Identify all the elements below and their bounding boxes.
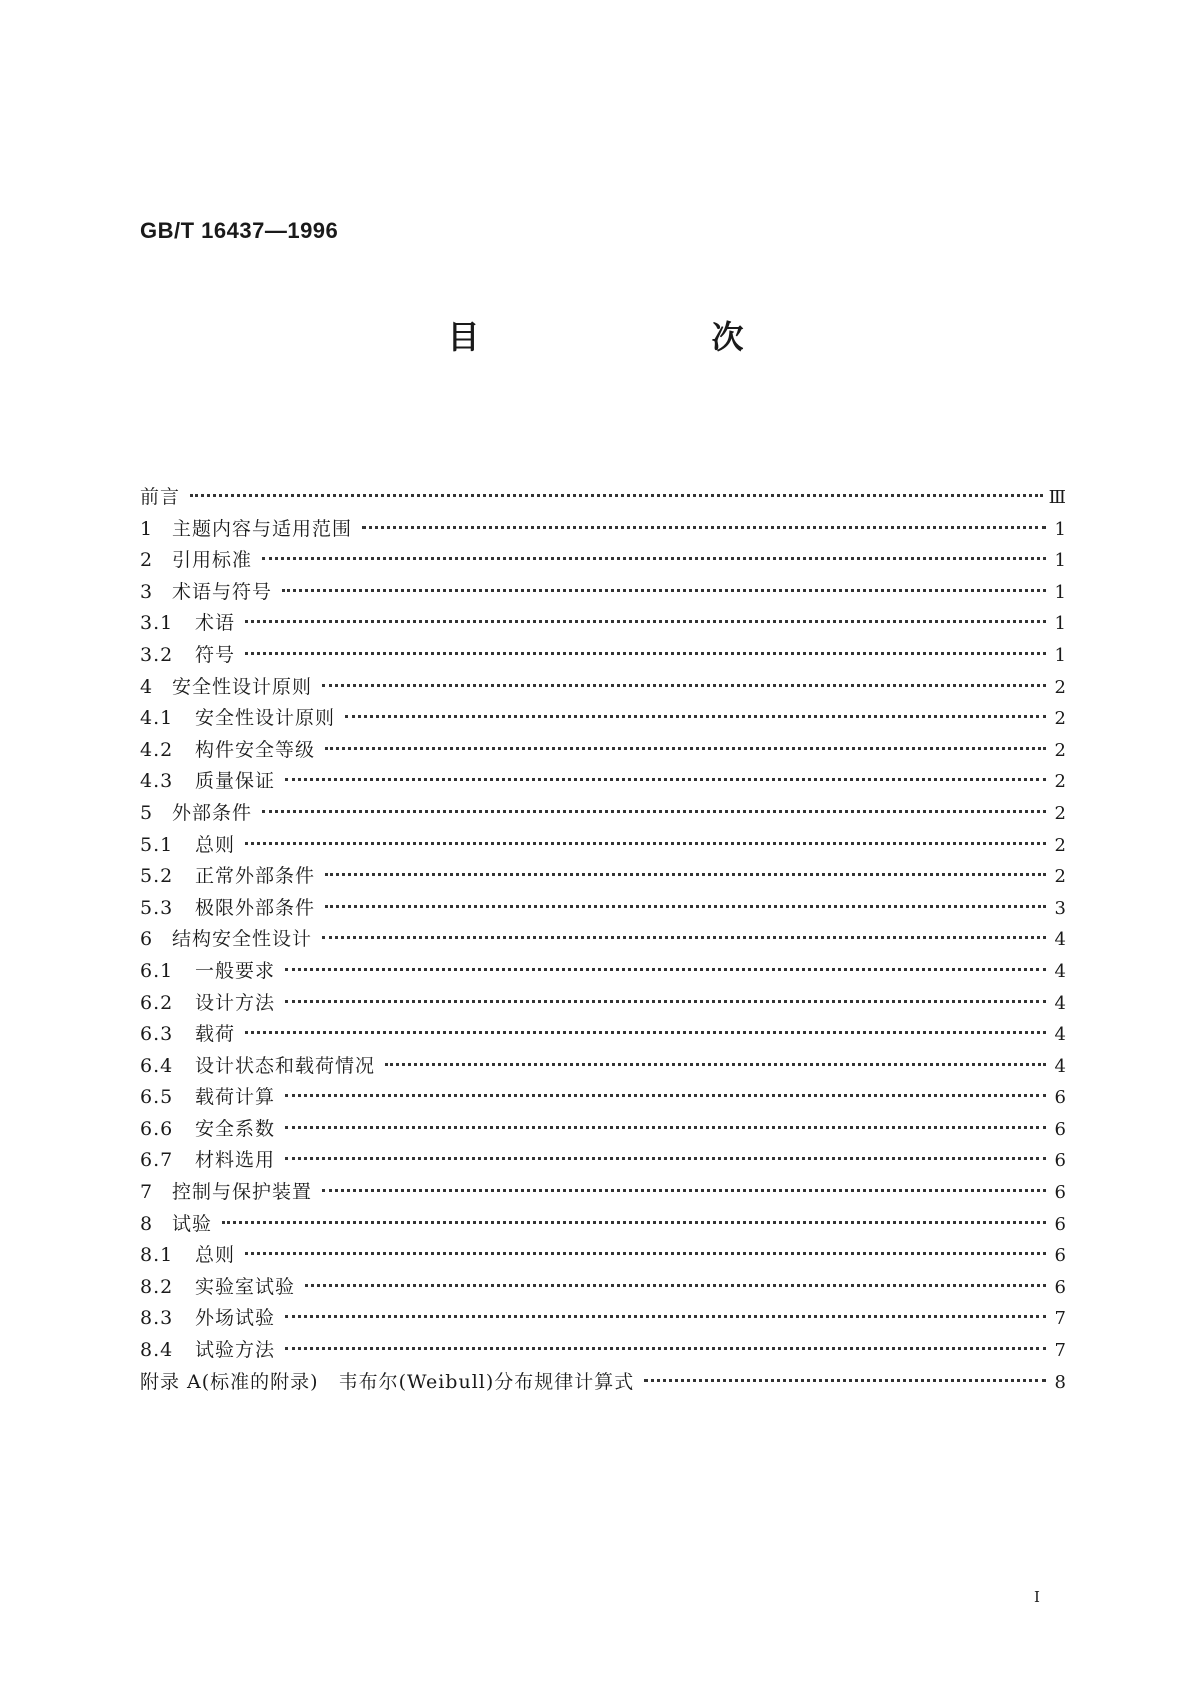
page-number: I [1034,1588,1040,1606]
toc-entry-page: 1 [1054,518,1066,540]
toc-entry-label: 外部条件 [172,801,253,824]
toc-entry-label: 主题内容与适用范围 [172,517,353,540]
toc-entry-page: 6 [1054,1245,1066,1267]
toc-entry[interactable] [140,1019,1066,1051]
toc-entry-page: 2 [1054,739,1066,761]
standard-code: GB/T 16437—1996 [140,218,339,243]
toc-entry-page: 4 [1054,1055,1066,1077]
toc-entry-number: 4.2 [140,738,174,761]
toc-entry-number: 3.1 [140,612,174,635]
toc-entry-label: 载荷计算 [195,1086,276,1109]
toc-entry[interactable] [140,1272,1066,1304]
toc-entry-number: 6.3 [140,1023,174,1046]
toc-entry[interactable] [140,608,1066,640]
toc-entry-label: 前言 [140,486,181,508]
toc-entry-page: 2 [1054,771,1066,793]
toc-entry-page: 2 [1054,676,1066,698]
toc-leader-dots [385,1063,1046,1066]
toc-entry-page: 6 [1054,1150,1066,1172]
toc-entry-number: 8.4 [140,1339,174,1362]
toc-leader-dots [322,1189,1046,1192]
toc-entry[interactable] [140,514,1066,546]
toc-entry[interactable] [140,988,1066,1020]
toc-entry[interactable] [140,735,1066,767]
toc-leader-dots [325,905,1046,908]
toc-entry[interactable] [140,1145,1066,1177]
toc-leader-dots [305,1284,1046,1287]
toc-leader-dots [322,684,1046,687]
toc-entry-label: 符号 [195,643,236,666]
toc-entry[interactable] [140,1082,1066,1114]
toc-entry-number: 7 [140,1181,154,1204]
toc-entry-label: 载荷 [195,1023,236,1046]
toc-entry-page: 6 [1054,1182,1066,1204]
toc-leader-dots [190,494,1043,497]
toc-entry-page: 4 [1054,929,1066,951]
toc-entry[interactable] [140,1335,1066,1367]
toc-leader-dots [322,936,1046,939]
toc-leader-dots [285,1094,1046,1097]
toc-leader-dots [285,1126,1046,1129]
toc-entry-label: 安全性设计原则 [195,707,336,730]
toc-entry[interactable] [140,672,1066,704]
toc-entry-page: 1 [1054,581,1066,603]
toc-entry-page: 2 [1054,708,1066,730]
toc-entry[interactable] [140,924,1066,956]
toc-entry-label: 实验室试验 [195,1275,296,1298]
toc-entry-label: 试验方法 [195,1339,276,1362]
toc-entry-page: 4 [1054,960,1066,982]
toc-leader-dots [282,589,1046,592]
toc-entry-label: 总则 [195,833,236,856]
toc-leader-dots [285,778,1046,781]
toc-entry-label: 试验 [172,1212,213,1235]
toc-entry-number: 8.1 [140,1244,174,1267]
toc-entry-label: 质量保证 [195,770,276,793]
toc-leader-dots [345,715,1046,718]
toc-leader-dots [285,1157,1046,1160]
toc-entry-number: 6.6 [140,1117,174,1140]
toc-entry[interactable] [140,1114,1066,1146]
toc-entry-label: 设计方法 [195,991,276,1014]
toc-entry-number: 6.5 [140,1086,174,1109]
toc-leader-dots [245,652,1046,655]
toc-entry-number: 8.2 [140,1275,174,1298]
toc-entry-label: 术语与符号 [172,580,273,603]
toc-entry-page: 6 [1054,1118,1066,1140]
toc-entry-label: 正常外部条件 [195,865,316,888]
toc-entry[interactable] [140,703,1066,735]
toc-entry-page: 6 [1054,1276,1066,1298]
toc-entry[interactable] [140,482,1066,514]
toc-entry-label: 安全系数 [195,1117,276,1140]
toc-leader-dots [222,1221,1046,1224]
toc-leader-dots [262,810,1046,813]
toc-entry[interactable] [140,1177,1066,1209]
toc-entry-number: 8 [140,1212,154,1235]
toc-entry[interactable] [140,1240,1066,1272]
toc-entry[interactable] [140,1051,1066,1083]
toc-leader-dots [325,873,1046,876]
toc-entry-number: 4 [140,675,154,698]
toc-entry-label: 附录 A(标准的附录) 韦布尔(Weibull)分布规律计算式 [140,1370,635,1393]
toc-leader-dots [325,747,1046,750]
toc-entry-number: 2 [140,549,154,572]
toc-leader-dots [262,557,1046,560]
toc-entry-number: 5.3 [140,896,174,919]
toc-leader-dots [245,842,1046,845]
toc-entry-number: 6.2 [140,991,174,1014]
toc-entry-page: 7 [1054,1308,1066,1330]
toc-entry-page: 2 [1054,802,1066,824]
toc-entry-number: 3 [140,580,154,603]
toc-entry-number: 4.3 [140,770,174,793]
toc-entry-label: 极限外部条件 [195,896,316,919]
toc-entry-label: 一般要求 [195,959,276,982]
toc-entry-page: 6 [1054,1087,1066,1109]
toc-entry-label: 安全性设计原则 [172,675,313,698]
toc-leader-dots [285,968,1046,971]
toc-entry-number: 6.1 [140,959,174,982]
toc-entry-label: 总则 [195,1244,236,1267]
toc-entry[interactable] [140,545,1066,577]
toc-leader-dots [285,1000,1046,1003]
toc-entry-label: 术语 [195,612,236,635]
toc-entry-page: 6 [1054,1213,1066,1235]
toc-entry[interactable] [140,1367,1066,1399]
toc-leader-dots [285,1347,1046,1350]
toc-entry[interactable] [140,956,1066,988]
toc-leader-dots [285,1315,1046,1318]
toc-entry-page: 3 [1054,897,1066,919]
toc-entry[interactable] [140,798,1066,830]
toc-entry-page: 1 [1054,644,1066,666]
toc-leader-dots [245,1252,1046,1255]
toc-entry-number: 4.1 [140,707,174,730]
toc-entry-label: 结构安全性设计 [172,928,313,951]
toc-entry-page: 2 [1054,866,1066,888]
toc-leader-dots [245,1031,1046,1034]
toc-entry[interactable] [140,640,1066,672]
toc-entry-label: 构件安全等级 [195,738,316,761]
toc-entry[interactable] [140,830,1066,862]
toc-leader-dots [245,620,1046,623]
toc-entry-page: 8 [1054,1371,1066,1393]
toc-entry[interactable] [140,766,1066,798]
toc-entry-page: 2 [1054,834,1066,856]
toc-entry-page: 4 [1054,992,1066,1014]
toc-leader-dots [362,526,1046,529]
toc-entry-label: 材料选用 [195,1149,276,1172]
toc-entry-label: 设计状态和载荷情况 [195,1054,376,1077]
toc-leader-dots [644,1379,1046,1382]
toc-entry-page: Ⅲ [1048,487,1066,508]
toc-entry-page: 1 [1054,613,1066,635]
toc-entry-number: 6.4 [140,1054,174,1077]
toc-entry-page: 4 [1054,1024,1066,1046]
toc-entry-number: 1 [140,517,154,540]
toc-entry[interactable] [140,1303,1066,1335]
toc-entry[interactable] [140,893,1066,925]
toc-entry-label: 引用标准 [172,549,253,572]
toc-entry-number: 6.7 [140,1149,174,1172]
toc-entry-label: 控制与保护装置 [172,1181,313,1204]
toc-entry-page: 7 [1054,1340,1066,1362]
toc-entry-label: 外场试验 [195,1307,276,1330]
toc-entry-number: 6 [140,928,154,951]
toc-entry-number: 8.3 [140,1307,174,1330]
toc-entry-number: 5 [140,801,154,824]
table-of-contents [140,482,1066,1398]
toc-entry-page: 1 [1054,550,1066,572]
toc-entry-number: 5.2 [140,865,174,888]
toc-entry[interactable] [140,861,1066,893]
toc-title: 目 次 [447,318,844,356]
toc-entry[interactable] [140,1209,1066,1241]
toc-entry[interactable] [140,577,1066,609]
toc-entry-number: 5.1 [140,833,174,856]
toc-entry-number: 3.2 [140,643,174,666]
